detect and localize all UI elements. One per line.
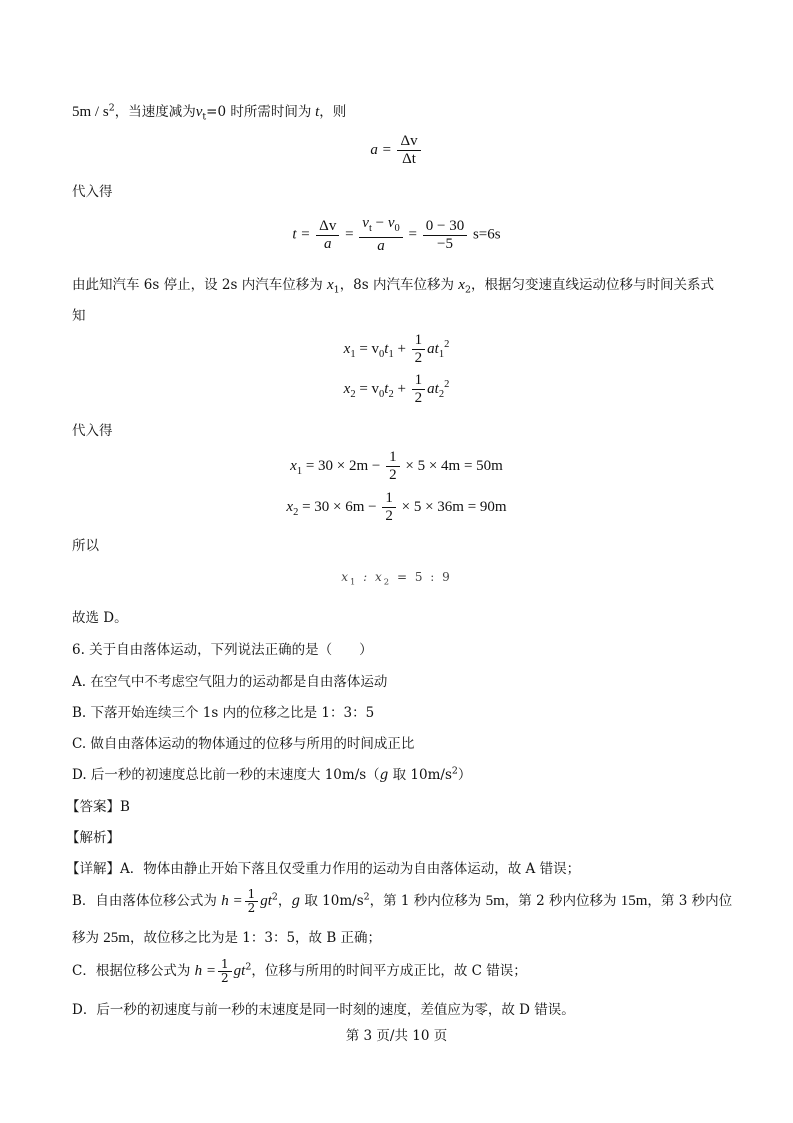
equation-x1-value: $x_1 = 30 \times 2m$ − $\frac{1}{2}$ × 5 × 4m = 50m xyxy=(290,449,503,483)
equation-x1-formula: $x_1 = v_0t_1$ + $\frac{1}{2}$ $at_1^2$ xyxy=(343,332,450,366)
analysis-label: 【解析】 xyxy=(66,830,120,846)
option-a: A. 在空气中不考虑空气阻力的运动都是自由落体运动 xyxy=(72,674,388,690)
para-stop-line1: 由此知汽车 6s 停止，设 2s 内汽车位移为 $x_1$，8s 内汽车位移为 $x_2$，根据匀变速直线运动位移与时间关系式 xyxy=(72,277,714,296)
detail-b-line1: B．自由落体位移公式为 h = $\frac{1}{2}$ $gt^2$，g 取 $10m/s^2$，第 1 秒内位移为 5m，第 2 秒内位移为 15m，第 3 秒内位 xyxy=(72,887,733,915)
text-suoyi: 所以 xyxy=(72,538,99,554)
text-dairu-2: 代入得 xyxy=(72,423,113,439)
equation-acceleration: a = $\frac{\Delta v}{\Delta t}$ xyxy=(0,133,793,168)
text-guxuan: 故选 D。 xyxy=(72,610,128,626)
detail-a: 【详解】A．物体由静止开始下落且仅受重力作用的运动为自由落体运动，故 A 错误； xyxy=(66,861,581,877)
option-c: C. 做自由落体运动的物体通过的位移与所用的时间成正比 xyxy=(72,736,415,752)
answer-label: 【答案】B xyxy=(66,799,130,815)
question-6: 6. 关于自由落体运动，下列说法正确的是（ ） xyxy=(72,642,373,658)
equation-x2-formula: $x_2 = v_0t_2$ + $\frac{1}{2}$ $at_2^2$ xyxy=(343,372,450,406)
page-footer: 第 3 页/共 10 页 xyxy=(345,1028,448,1044)
para-stop-line2: 知 xyxy=(72,308,86,324)
ratio-result: $x_1$ : $x_2 = 5$ : 9 xyxy=(341,570,452,587)
detail-d: D．后一秒的初速度与前一秒的末速度是同一时刻的速度，差值应为零，故 D 错误。 xyxy=(72,1002,575,1018)
option-d: D. 后一秒的初速度总比前一秒的末速度大 10m/s（g 取 $10m/s^2$） xyxy=(72,765,472,783)
equation-time: t = $\frac{\Delta v}{a}$ = $\frac{v_t - v_0}{a}$ = $\frac{0 - 30}{-5}$ s=6s xyxy=(292,215,501,254)
option-b: B. 下落开始连续三个 1s 内的位移之比是 1：3：5 xyxy=(72,705,375,721)
detail-b-line2: 移为 25m，故位移之比为是 1：3：5，故 B 正确； xyxy=(72,930,382,946)
line-5ms: $5m / s^2$，当速度减为$v_t=0$ 时所需时间为 t，则 xyxy=(72,102,347,123)
equation-x2-value: $x_2 = 30 \times 6m$ − $\frac{1}{2}$ × 5 × 36m = 90m xyxy=(286,490,507,524)
detail-c: C．根据位移公式为 h = $\frac{1}{2}$ $gt^2$，位移与所用的时间平方成正比，故 C 错误； xyxy=(72,957,527,985)
text-dairu-1: 代入得 xyxy=(72,184,113,200)
